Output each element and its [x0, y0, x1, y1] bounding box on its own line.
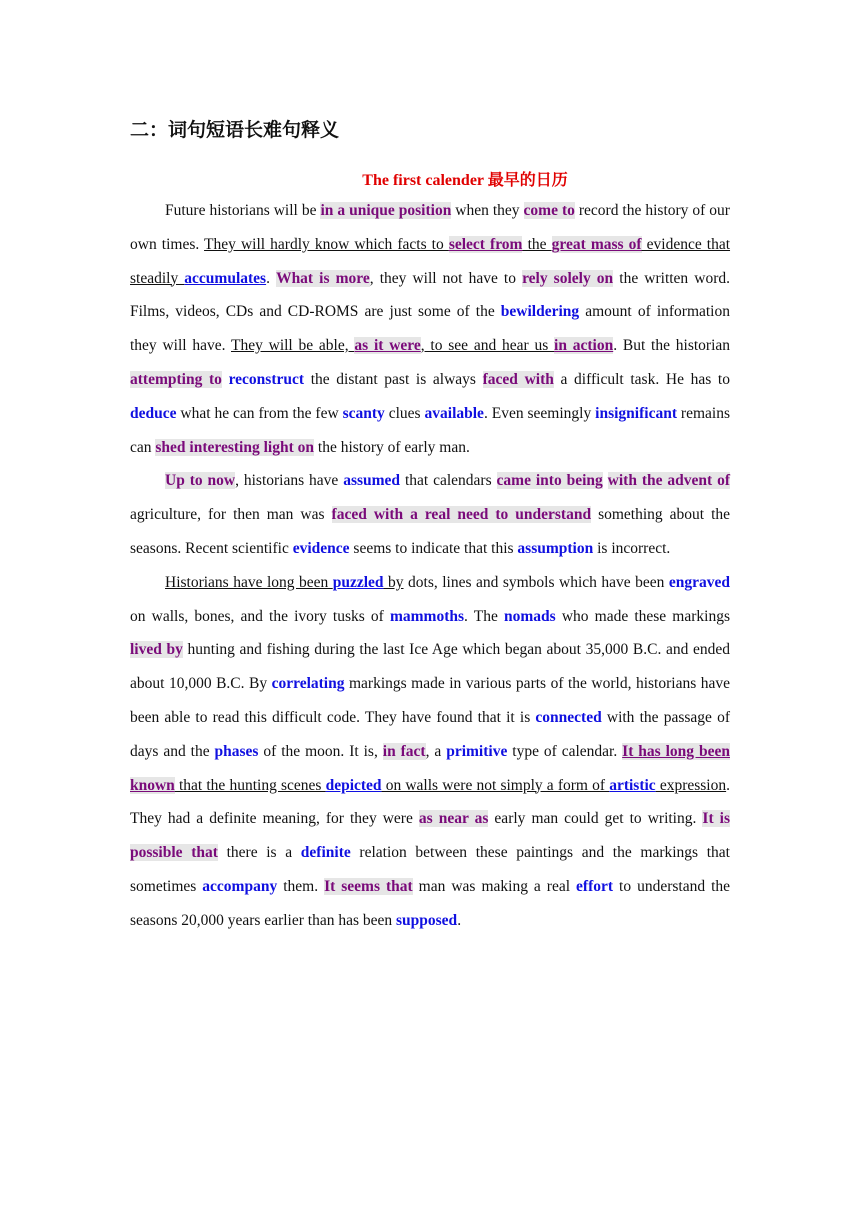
keyword: connected: [535, 708, 602, 726]
keyword: primitive: [446, 742, 508, 760]
highlighted-phrase: as it were: [354, 337, 421, 355]
paragraph: [130, 464, 730, 565]
text-run: , to see and hear us: [420, 337, 555, 355]
text-run: They will hardly know which facts to: [204, 235, 449, 253]
text-run: there is a: [217, 844, 301, 862]
text-run: to understand the seasons 20,000 years earlier than has been: [130, 877, 731, 929]
text-run: that calendars: [400, 472, 497, 490]
text-run: amount of information they will have.: [130, 303, 730, 355]
keyword: effort: [576, 877, 614, 895]
text-run: agriculture, for then man was: [130, 506, 332, 524]
keyword: evidence: [292, 539, 350, 557]
text-run: .: [457, 911, 462, 929]
text-run: the distant past is always: [304, 370, 483, 388]
keyword: insignificant: [595, 404, 677, 422]
highlighted-phrase: in fact: [382, 742, 426, 760]
text-run: , a: [425, 742, 447, 760]
keyword: reconstruct: [228, 370, 305, 388]
highlighted-phrase: What is more: [276, 269, 370, 287]
text-run: . The: [464, 607, 504, 625]
text-run: clues: [384, 404, 425, 422]
highlighted-phrase: came into being: [496, 472, 603, 490]
highlighted-phrase: It is possible that: [130, 810, 730, 862]
highlighted-phrase: rely solely on: [522, 269, 614, 287]
paragraph: [130, 194, 730, 464]
text-run: . But the historian: [613, 337, 731, 355]
section-heading: 二：词句短语长难句释义: [130, 119, 340, 141]
text-run: hunting and fishing during the last Ice Age which began about 35,000 B.C. and ended about 10,000 B.C. By: [130, 641, 730, 693]
text-run: the history of early man.: [314, 438, 470, 456]
text-run: man was making a real: [412, 877, 577, 895]
keyword: nomads: [504, 607, 556, 625]
passage-title: The first calender 最早的日历: [362, 172, 568, 189]
keyword: puzzled: [332, 573, 384, 591]
highlighted-phrase: shed interesting light on: [155, 438, 315, 456]
text-run: them.: [277, 877, 325, 895]
keyword: artistic: [609, 776, 656, 794]
text-run: something about the seasons. Recent scientific: [130, 506, 731, 557]
keyword: assumed: [343, 472, 401, 490]
highlighted-phrase: lived by: [130, 641, 183, 659]
text-run: , historians have: [235, 472, 344, 490]
highlighted-phrase: faced with: [482, 370, 554, 388]
highlighted-phrase: select from: [448, 235, 523, 253]
keyword: accompany: [202, 877, 278, 895]
text-run: , they will not have to: [369, 269, 523, 287]
text-run: Future historians will be: [165, 202, 321, 219]
keyword: definite: [300, 844, 351, 862]
text-run: on walls, bones, and the ivory tusks of: [130, 607, 390, 625]
text-run: dots, lines and symbols which have been: [403, 573, 669, 591]
highlighted-phrase: It has long been known: [130, 742, 730, 794]
text-run: on walls were not simply a form of: [381, 776, 610, 794]
keyword: accumulates: [184, 269, 267, 287]
highlighted-phrase: come to: [523, 202, 575, 219]
text-run: what he can from the few: [176, 404, 343, 422]
text-run: of the moon. It is,: [258, 742, 383, 760]
text-run: is incorrect.: [593, 539, 671, 557]
highlighted-phrase: great mass of: [551, 235, 642, 253]
text-run: the written word. Films, videos, CDs and CD-ROMS are just some of the: [130, 269, 730, 321]
text-run: when they: [451, 202, 524, 219]
highlighted-phrase: Up to now: [165, 472, 236, 490]
highlighted-phrase: in a unique position: [320, 202, 452, 219]
keyword: available: [424, 404, 484, 422]
text-run: with the passage of days and the: [130, 708, 730, 760]
text-run: who made these markings: [555, 607, 730, 625]
keyword: supposed: [396, 911, 458, 929]
text-run: .: [266, 269, 277, 287]
text-run: [222, 371, 229, 388]
text-run: Historians have long been: [165, 573, 333, 591]
text-run: evidence that steadily: [130, 235, 731, 287]
keyword: bewildering: [500, 303, 580, 321]
passage-body: [130, 194, 730, 938]
text-run: by: [383, 573, 404, 591]
text-run: type of calendar.: [507, 742, 623, 760]
keyword: assumption: [517, 539, 594, 557]
text-run: early man could get to writing.: [488, 810, 703, 828]
text-run: markings made in various parts of the world, historians have been able to read this difficult code. They have found that it is: [130, 675, 730, 726]
keyword: scanty: [342, 404, 385, 422]
text-run: They will be able,: [231, 337, 355, 355]
text-run: remains can: [130, 404, 730, 456]
keyword: phases: [214, 742, 259, 760]
text-run: . They had a definite meaning, for they were: [130, 776, 730, 828]
keyword: mammoths: [389, 607, 465, 625]
highlighted-phrase: faced with a real need to understand: [331, 506, 592, 524]
keyword: deduce: [130, 404, 177, 422]
text-run: that the hunting scenes: [174, 776, 326, 794]
keyword: correlating: [271, 675, 345, 693]
highlighted-phrase: as near as: [418, 810, 489, 828]
highlighted-phrase: It seems that: [324, 877, 413, 895]
highlighted-phrase: in action: [554, 337, 614, 355]
text-run: a difficult task. He has to: [553, 370, 730, 388]
text-run: the: [522, 235, 552, 253]
highlighted-phrase: attempting to: [130, 370, 222, 388]
keyword: engraved: [668, 573, 730, 591]
keyword: depicted: [325, 776, 382, 794]
highlighted-phrase: with the advent of: [607, 472, 731, 490]
text-run: [603, 472, 608, 489]
text-run: seems to indicate that this: [349, 539, 518, 557]
text-run: record the history of our own times.: [130, 202, 730, 253]
paragraph: [130, 566, 730, 938]
text-run: relation between these paintings and the markings that sometimes: [130, 844, 730, 895]
text-run: expression: [655, 776, 727, 794]
text-run: . Even seemingly: [483, 404, 596, 422]
